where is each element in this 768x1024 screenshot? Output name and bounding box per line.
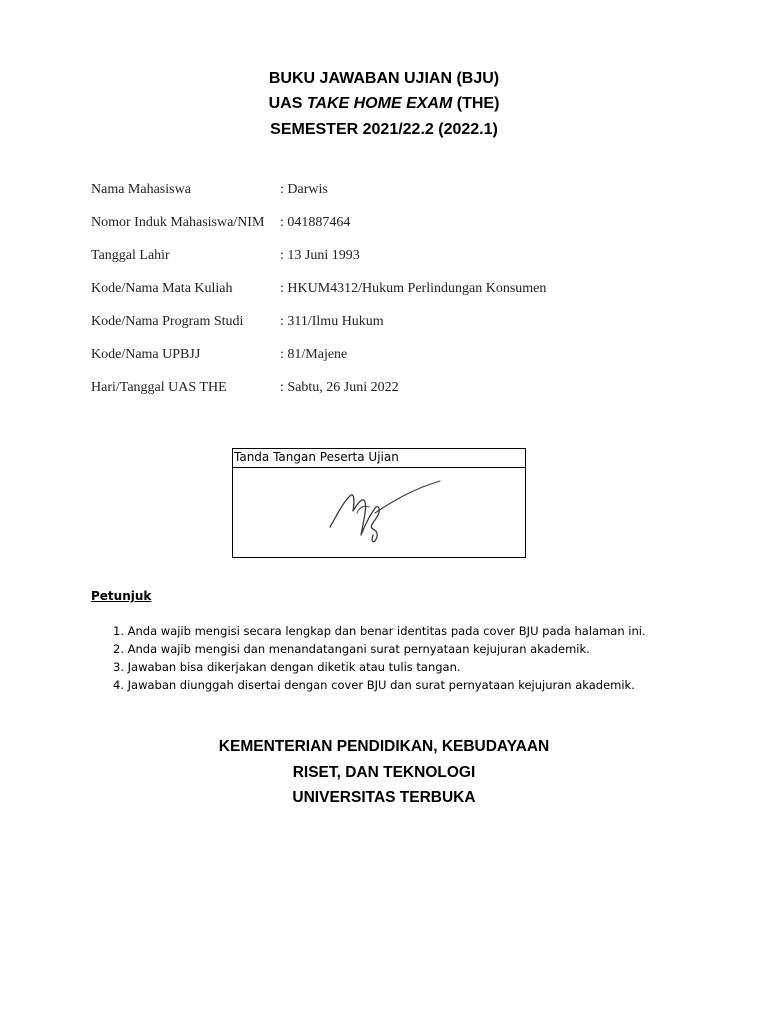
identity-label: Kode/Nama Program Studi <box>91 314 244 329</box>
identity-value: : 311/Ilmu Hukum <box>280 314 384 329</box>
instruction-item: 4. Jawaban diunggah disertai dengan cover BJU dan surat pernyataan kejujuran akademik. <box>113 678 635 692</box>
identity-label: Nomor Induk Mahasiswa/NIM <box>91 215 265 230</box>
identity-value: : Darwis <box>280 182 328 197</box>
instruction-item: 1. Anda wajib mengisi secara lengkap dan benar identitas pada cover BJU pada halaman ini. <box>113 624 646 638</box>
signature-image <box>313 477 448 555</box>
exam-type-suffix: (THE) <box>452 95 500 112</box>
exam-type-italic: TAKE HOME EXAM <box>306 95 453 112</box>
semester-title: SEMESTER 2021/22.2 (2022.1) <box>270 121 498 138</box>
instruction-item: 2. Anda wajib mengisi dan menandatangani surat pernyataan kejujuran akademik. <box>113 642 590 656</box>
identity-label: Tanggal Lahir <box>91 248 170 263</box>
instruction-item: 3. Jawaban bisa dikerjakan dengan diketik atau tulis tangan. <box>113 660 461 674</box>
identity-value: : 041887464 <box>280 215 351 230</box>
identity-value: : 13 Juni 1993 <box>280 248 360 263</box>
ministry-name-cont: RISET, DAN TEKNOLOGI <box>292 764 476 781</box>
exam-type-title <box>0 91 768 117</box>
ministry-name: KEMENTERIAN PENDIDIKAN, KEBUDAYAAN <box>218 738 550 755</box>
identity-label: Kode/Nama UPBJJ <box>91 347 201 362</box>
identity-value: : HKUM4312/Hukum Perlindungan Konsumen <box>280 281 547 296</box>
identity-value: : 81/Majene <box>280 347 348 362</box>
identity-label: Nama Mahasiswa <box>91 182 191 197</box>
document-title: BUKU JAWABAN UJIAN (BJU) <box>268 70 500 87</box>
identity-label: Kode/Nama Mata Kuliah <box>91 281 233 296</box>
instructions-title: Petunjuk <box>91 589 152 603</box>
identity-value: : Sabtu, 26 Juni 2022 <box>280 380 399 395</box>
university-name: UNIVERSITAS TERBUKA <box>292 789 476 806</box>
signature-label: Tanda Tangan Peserta Ujian <box>233 449 525 468</box>
identity-label: Hari/Tanggal UAS THE <box>91 380 227 395</box>
exam-type-prefix: UAS <box>268 95 307 112</box>
instructions-list <box>113 622 646 694</box>
signature-box <box>232 448 526 558</box>
